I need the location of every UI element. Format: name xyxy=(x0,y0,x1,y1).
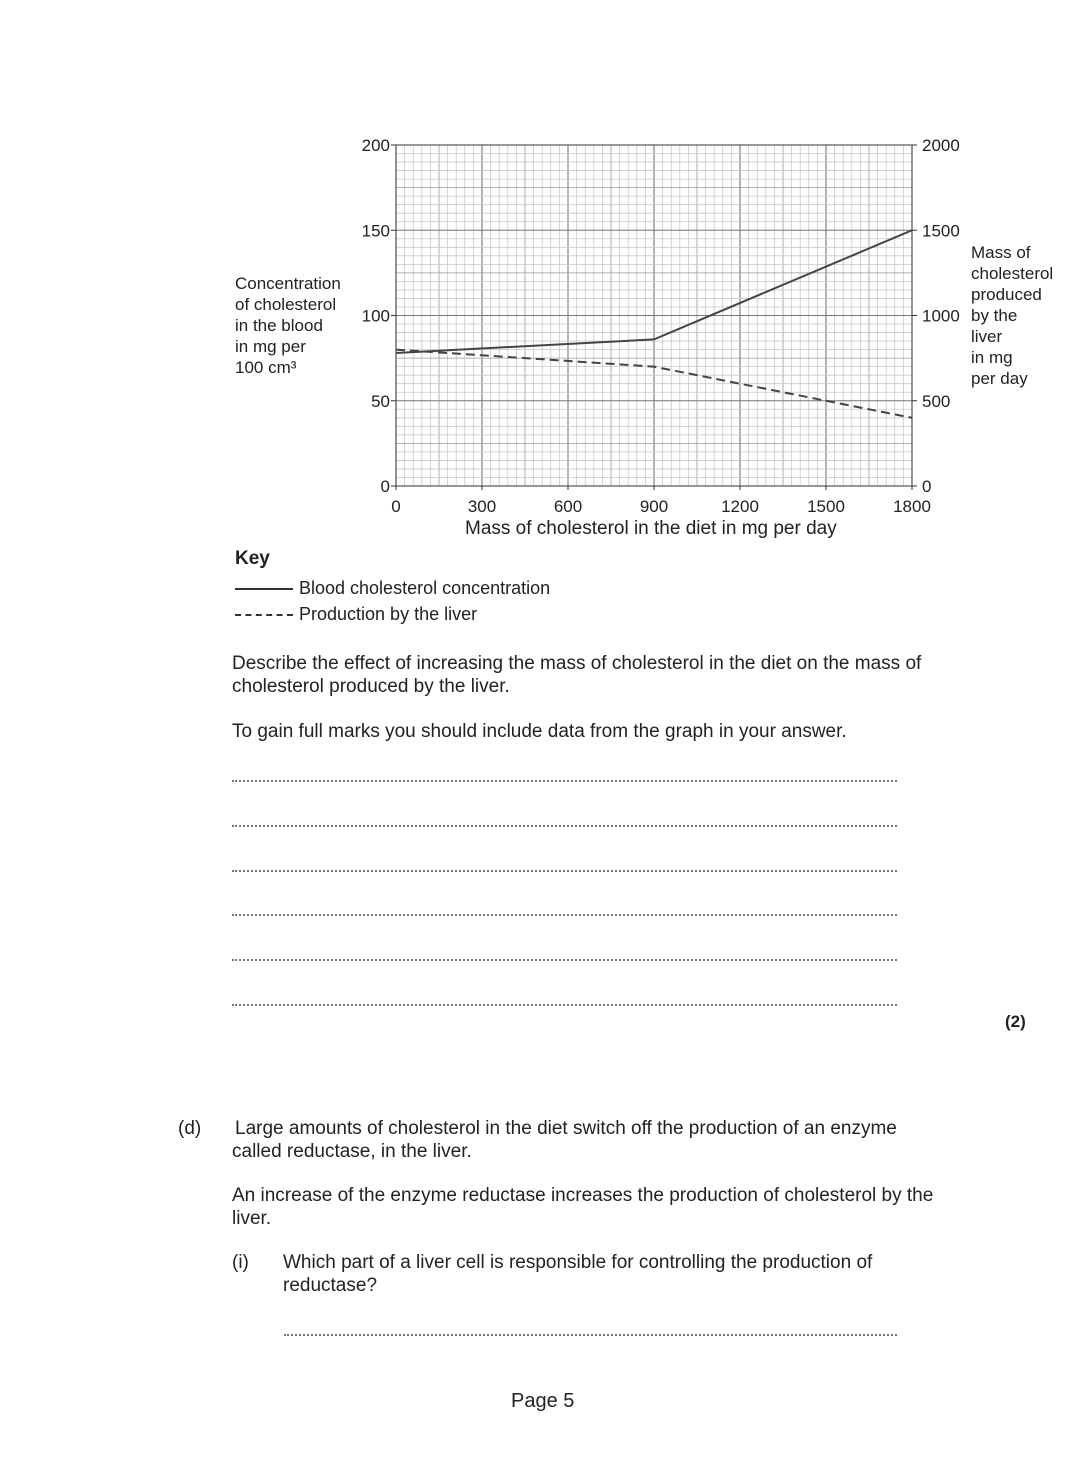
part-i-text xyxy=(283,1251,983,1297)
left-axis-label-line: Concentration xyxy=(235,274,341,293)
question-d-line: Large amounts of cholesterol in the diet switch off the production of an enzyme xyxy=(235,1118,897,1139)
part-i-line: reductase? xyxy=(283,1275,378,1296)
question-d-line: An increase of the enzyme reductase increases the production of cholesterol by the xyxy=(232,1185,934,1206)
question-d-line: liver. xyxy=(232,1208,272,1229)
question-d-label: (d) xyxy=(178,1118,202,1139)
answer-line[interactable] xyxy=(232,870,897,872)
y-tick-label: 0 xyxy=(380,477,390,496)
y-tick-label: 200 xyxy=(361,136,390,155)
answer-line[interactable] xyxy=(232,1004,897,1006)
key-solid-label: Blood cholesterol concentration xyxy=(299,578,551,598)
marks-label: (2) xyxy=(1005,1012,1026,1031)
x-tick-label: 1200 xyxy=(721,497,759,516)
key-solid-row xyxy=(235,578,550,599)
answer-line[interactable] xyxy=(232,825,897,827)
x-tick-label: 0 xyxy=(391,497,401,516)
solid-line-icon xyxy=(235,588,293,590)
right-axis-label-line: in mg xyxy=(971,348,1013,367)
y-tick-label: 100 xyxy=(361,306,390,326)
answer-line[interactable] xyxy=(232,914,897,916)
y-tick-label: 50 xyxy=(371,391,390,411)
right-axis-label-line: liver xyxy=(971,327,1003,346)
x-tick-label: 600 xyxy=(553,497,583,516)
right-axis-label xyxy=(971,242,1076,389)
right-axis-label-line: cholesterol xyxy=(971,264,1054,283)
x-tick-label: 900 xyxy=(639,497,669,516)
x-axis-label: Mass of cholesterol in the diet in mg per day xyxy=(465,518,837,539)
right-axis-label-line: per day xyxy=(971,369,1028,388)
answer-line[interactable] xyxy=(284,1334,897,1336)
right-axis-label-line: by the xyxy=(971,306,1018,325)
y-tick-label: 150 xyxy=(361,221,390,241)
key-title: Key xyxy=(235,548,270,569)
y2-tick-label: 0 xyxy=(922,477,932,496)
question-c-line: cholesterol produced by the liver. xyxy=(232,676,510,697)
dashed-line-icon xyxy=(235,614,293,616)
left-axis-label-line: in mg per xyxy=(235,337,306,356)
question-d-line: called reductase, in the liver. xyxy=(232,1141,472,1162)
answer-line[interactable] xyxy=(232,959,897,961)
question-d-text-2 xyxy=(232,1184,992,1230)
answer-line[interactable] xyxy=(232,780,897,782)
question-d-text xyxy=(232,1117,992,1163)
right-axis-label-line: Mass of xyxy=(971,243,1031,262)
x-tick-label: 1800 xyxy=(893,497,931,516)
part-i-line: Which part of a liver cell is responsible for controlling the production of xyxy=(283,1252,873,1273)
y2-tick-label: 1500 xyxy=(922,221,960,241)
graph-key xyxy=(235,548,550,625)
x-tick-label: 300 xyxy=(467,497,497,516)
left-axis-label-line: of cholesterol xyxy=(235,295,337,314)
key-dashed-row xyxy=(235,604,550,625)
x-tick-label: 1500 xyxy=(807,497,845,516)
left-axis-label-line: 100 cm³ xyxy=(235,358,297,377)
right-axis-label-line: produced xyxy=(971,285,1042,304)
y2-tick-label: 500 xyxy=(922,391,951,411)
question-c-instruction: To gain full marks you should include data from the graph in your answer. xyxy=(232,721,847,742)
key-dashed-label: Production by the liver xyxy=(299,604,478,624)
left-axis-label xyxy=(235,273,365,378)
part-i-label: (i) xyxy=(232,1252,249,1273)
question-c-line: Describe the effect of increasing the mass of cholesterol in the diet on the mass of xyxy=(232,653,922,674)
page-number: Page 5 xyxy=(511,1390,575,1412)
y2-tick-label: 2000 xyxy=(922,136,960,155)
question-c-text xyxy=(232,652,992,698)
y2-tick-label: 1000 xyxy=(922,306,960,326)
graph-svg xyxy=(0,0,1080,550)
left-axis-label-line: in the blood xyxy=(235,316,323,335)
cholesterol-graph xyxy=(0,0,1080,550)
